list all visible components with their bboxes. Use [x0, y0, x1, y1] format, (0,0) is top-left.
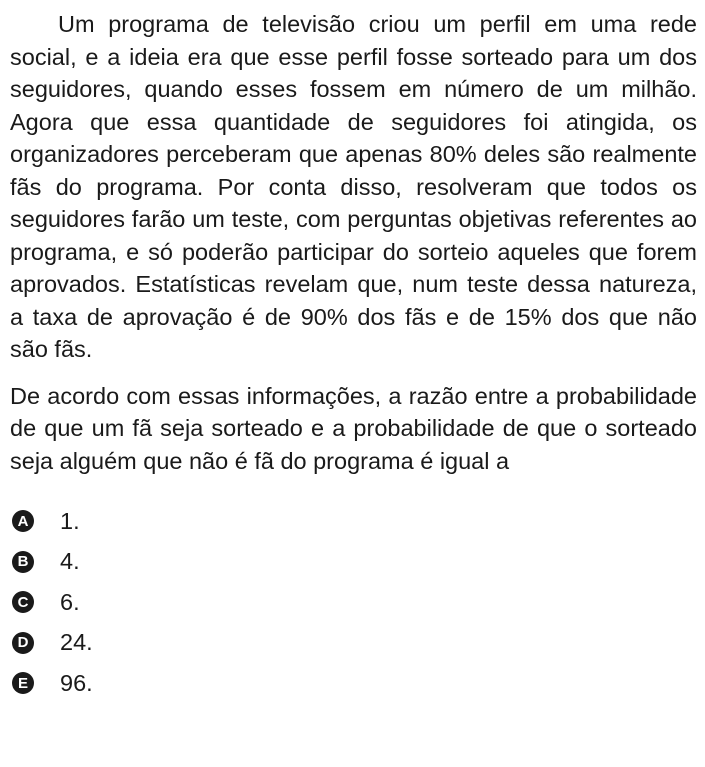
- option-d-text: 24.: [60, 629, 93, 656]
- option-b[interactable]: [10, 542, 697, 583]
- option-a-letter-badge: A: [12, 510, 34, 532]
- option-e-text: 96.: [60, 669, 93, 696]
- question-prompt: De acordo com essas informações, a razão entre a probabilidade de que um fã seja sorteado e a probabilidade de que o sorteado seja alguém que não é fã do programa é igual a: [10, 382, 697, 474]
- option-c-text: 6.: [60, 588, 80, 615]
- question-statement: Um programa de televisão criou um perfil em uma rede social, e a ideia era que esse perfil fosse sorteado para um dos seguidores, quando esses fossem em número de um milhão. Agora que essa quantidade de seguidores foi atingida, os organizadores perceberam que apenas 80% deles são realmente fãs do programa. Por conta disso, resolveram que todos os seguidores farão um teste, com perguntas objetivas referentes ao programa, e só poderão participar do sorteio aqueles que forem aprovados. Estatísticas revelam que, num teste dessa natureza, a taxa de aprovação é de 90% dos fãs e de 15% dos que não são fãs.: [10, 11, 697, 362]
- option-d[interactable]: [10, 623, 697, 664]
- option-a[interactable]: [10, 501, 697, 542]
- option-e-letter-badge: E: [12, 672, 34, 694]
- option-c-letter-badge: C: [12, 591, 34, 613]
- option-a-text: 1.: [60, 507, 80, 534]
- option-b-letter-badge: B: [12, 551, 34, 573]
- option-c[interactable]: [10, 582, 697, 623]
- answer-options: [10, 501, 697, 704]
- option-d-letter-badge: D: [12, 632, 34, 654]
- option-e[interactable]: [10, 663, 697, 704]
- option-b-text: 4.: [60, 548, 80, 575]
